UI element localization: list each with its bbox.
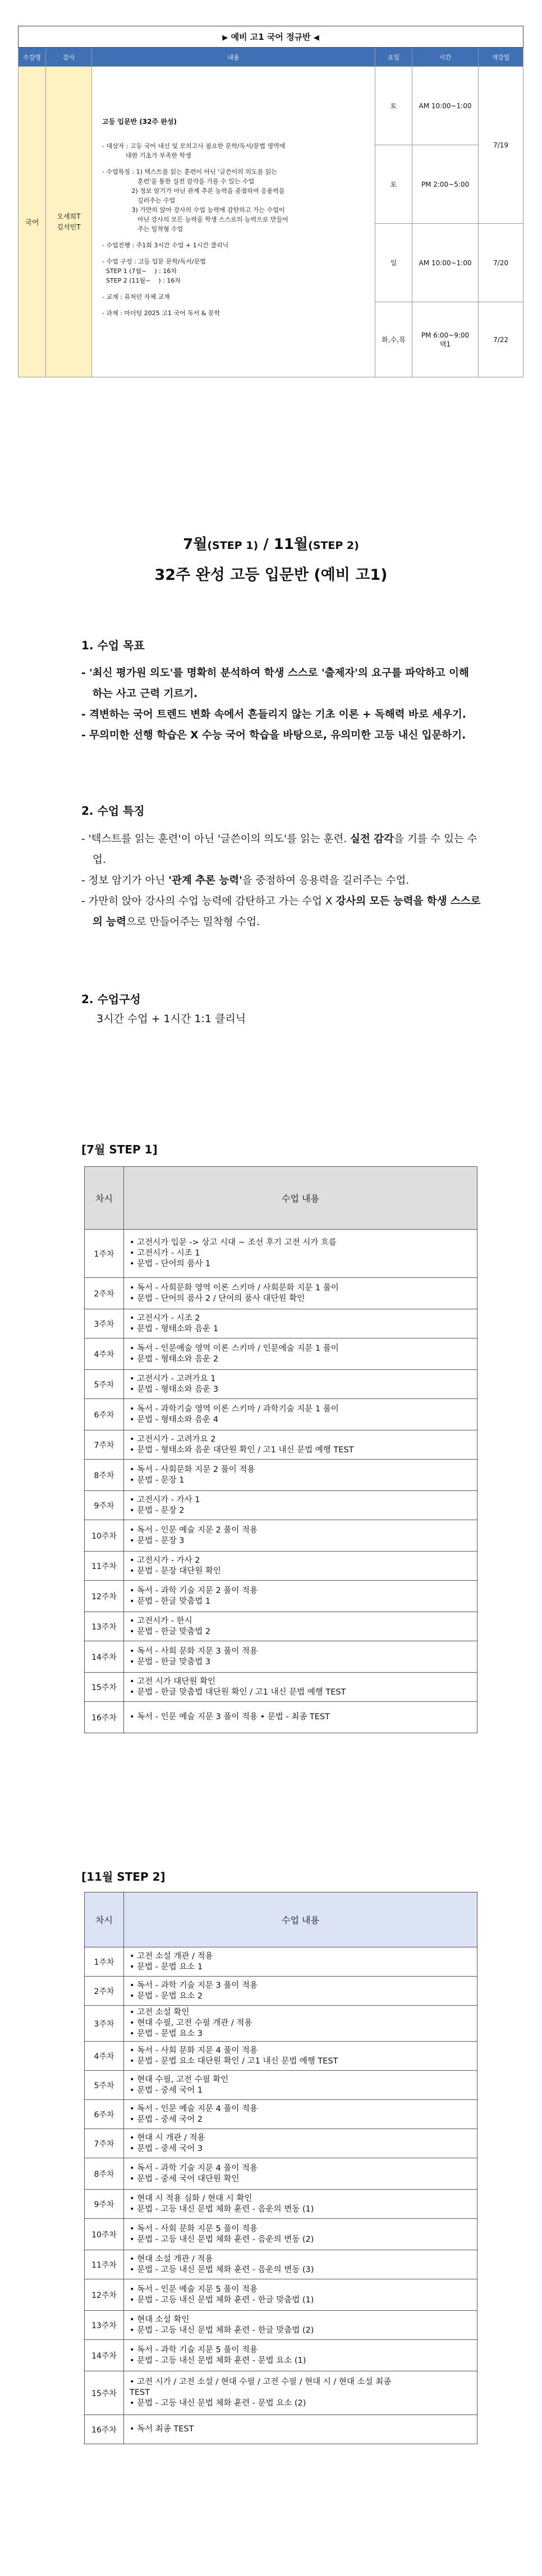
feature-emphasis: 실전 감각: [350, 833, 394, 845]
table-row: [85, 1370, 477, 1399]
session-content: [124, 1612, 477, 1641]
content-line: • 고전시가 - 고려가요 2: [130, 1434, 216, 1444]
session-number: 12주차: [85, 2279, 124, 2311]
feature-text: 을 기를 수 있는 수업.: [93, 833, 477, 866]
table-row: [85, 1491, 477, 1520]
session-number: 3주차: [85, 2006, 124, 2042]
session-content: [124, 2190, 477, 2219]
header-content: 내용: [92, 48, 375, 67]
feature-text: 으로 만들어주는 밀착형 수업.: [126, 916, 260, 928]
session-content: [124, 2371, 477, 2415]
banner-title: 예비 고1 국어 정규반: [231, 32, 311, 42]
table-row: [85, 2311, 477, 2340]
content-line: • 문법 - 중세 국어 3: [130, 2144, 203, 2153]
content-line: • 문법 - 문법 요소 대단원 확인 / 고1 내신 문법 예행 TEST: [130, 2056, 338, 2066]
table-row: [85, 1612, 477, 1641]
session-content: [124, 2158, 477, 2190]
teacher-name: 김석민T: [57, 223, 81, 231]
schedule-time: PM 6:00~9:00 택1: [412, 302, 479, 377]
content-line: • 독서 최종 TEST: [130, 2425, 194, 2434]
month-1: 7월: [183, 536, 208, 553]
content-line: • 독서 - 사회 문화 지문 5 풀이 적용: [130, 2224, 258, 2233]
table-row: [85, 2219, 477, 2250]
session-content: [124, 2279, 477, 2311]
schedule-time: AM 10:00~1:00: [412, 67, 479, 145]
step2-title: [11월 STEP 2]: [81, 1870, 166, 1883]
content-line: • 독서 - 사회문화 지문 2 풀이 적용: [130, 1465, 255, 1474]
schedule-day: 화,수,목: [375, 302, 412, 377]
table-row: [85, 1552, 477, 1581]
table-row: [85, 1520, 477, 1552]
content-line: • 문법 - 중세 국어 1: [130, 2085, 203, 2095]
content-line: • 독서 - 과학기술 영역 이론 스키마 / 과학기술 지문 1 풀이: [130, 1404, 339, 1414]
triangle-right-icon: ▶: [222, 34, 228, 42]
schedule-day: 토: [375, 67, 412, 145]
feature-text: 을 중점하여 응용력을 길러주는 수업.: [242, 875, 410, 887]
session-content: [124, 1278, 477, 1309]
step1-col-session: 차시: [85, 1167, 124, 1230]
table-row: [85, 1702, 477, 1733]
content-line: • 문법 - 문법 요소 2: [130, 1991, 203, 2001]
content-line: • 고전시가 - 가사 1: [130, 1495, 200, 1504]
session-number: 9주차: [85, 2190, 124, 2219]
session-number: 15주차: [85, 2371, 124, 2415]
session-content: [124, 2219, 477, 2250]
content-line: • 문법 - 한글 맞춤법 3: [130, 1657, 211, 1666]
content-line: • 독서 - 사회문화 영역 이론 스키마 / 사회문화 지문 1 풀이: [130, 1283, 339, 1292]
course-target: - 대상자 : 고등 국어 내신 및 모의고사 필요한 문학/독서/문법 영역에 대한 기초가 부족한 학생: [102, 142, 286, 159]
feature-emphasis: 강사의 모든 능력을 학생 스스로의 능력: [93, 895, 481, 928]
content-line: • 독서 - 사회 문화 지문 4 풀이 적용: [130, 2046, 258, 2055]
table-row: [85, 2371, 477, 2415]
step-2-label: (STEP 2): [308, 539, 359, 552]
header-time: 시간: [412, 48, 479, 67]
content-line: • 고전 소설 개관 / 적용: [130, 1951, 213, 1961]
content-line: • 현대 수필, 고전 수필 확인: [130, 2075, 229, 2084]
goal-item: - 격변하는 국어 트렌드 변화 속에서 흔들리지 않는 기초 이론 + 독해력 바로 세우기.: [81, 709, 466, 721]
table-row: [85, 2279, 477, 2311]
session-content: [124, 1430, 477, 1460]
content-line: • 문법 - 문장 2: [130, 1506, 185, 1515]
header-start-date: 개강일: [479, 48, 523, 67]
header-course: 수강명: [19, 48, 46, 67]
feature-text: - 가만히 앉아 강사의 수업 능력에 감탄하고 가는 수업 X: [81, 895, 336, 907]
session-content: [124, 1309, 477, 1338]
course-progress: - 수업진행 : 주1회 3시간 수업 + 1시간 클리닉: [102, 242, 229, 249]
features-heading: 2. 수업 특징: [81, 804, 145, 818]
goals-list: [81, 663, 474, 746]
session-number: 10주차: [85, 2219, 124, 2250]
step2-col-content: 수업 내용: [124, 1892, 477, 1947]
header-day: 요일: [375, 48, 412, 67]
content-line: • 현대 소설 개관 / 적용: [130, 2254, 213, 2264]
content-line: • 문법 - 단어의 품사 2 / 단어의 품사 대단원 확인: [130, 1294, 305, 1303]
table-row: [85, 2042, 477, 2071]
session-number: 13주차: [85, 2311, 124, 2340]
session-number: 13주차: [85, 1612, 124, 1641]
table-row: [85, 1399, 477, 1430]
table-row: [85, 2340, 477, 2371]
session-number: 1주차: [85, 1947, 124, 1977]
session-number: 4주차: [85, 1338, 124, 1370]
session-number: 7주차: [85, 1430, 124, 1460]
step1-col-content: 수업 내용: [124, 1167, 477, 1230]
composition-heading: 2. 수업구성: [81, 992, 141, 1006]
step1-title: [7월 STEP 1]: [81, 1143, 158, 1156]
content-line: • 고전 소설 확인: [130, 2008, 190, 2017]
teacher-name: 오세희T: [57, 212, 81, 220]
schedule-table: [18, 26, 523, 377]
session-number: 2주차: [85, 1977, 124, 2006]
content-line: • 문법 - 형태소와 음운 대단원 확인 / 고1 내신 문법 예행 TEST: [130, 1445, 354, 1455]
start-date: 7/20: [479, 224, 523, 302]
session-content: [124, 2129, 477, 2158]
table-row: [85, 1309, 477, 1338]
content-line: • 문법 - 문장 대단원 확인: [130, 1566, 221, 1576]
table-row: [85, 1641, 477, 1673]
course-description: [92, 67, 375, 377]
schedule-day: 일: [375, 224, 412, 302]
session-number: 14주차: [85, 2340, 124, 2371]
content-line: • 문법 - 한글 맞춤법 대단원 확인 / 고1 내신 문법 예행 TEST: [130, 1687, 346, 1697]
session-number: 12주차: [85, 1581, 124, 1612]
session-number: 8주차: [85, 1460, 124, 1491]
table-row: [85, 1278, 477, 1309]
table-row: [85, 1460, 477, 1491]
course-subject: 국어: [19, 67, 46, 377]
banner-row: [19, 26, 523, 48]
course-homework: - 과제 : 마더텅 2025 고1 국어 독서 & 문학: [102, 310, 221, 317]
goals-heading: 1. 수업 목표: [81, 639, 145, 652]
content-line: • 고전시가 - 시조 1: [130, 1249, 200, 1258]
session-content: [124, 1552, 477, 1581]
content-line: • 문법 - 형태소와 음운 4: [130, 1415, 219, 1424]
session-content: [124, 2311, 477, 2340]
session-content: [124, 1520, 477, 1552]
table-row: [85, 1338, 477, 1370]
start-date: 7/22: [479, 302, 523, 377]
course-title: 고등 입문반 (32주 완성): [102, 118, 177, 126]
table-row: [85, 2190, 477, 2219]
goal-item: - '최신 평가원 의도'를 명확히 분석하여 학생 스스로 '출제자'의 요구를 파악하고 이해하는 사고 근력 기르기.: [81, 667, 469, 700]
session-content: [124, 1702, 477, 1733]
session-number: 7주차: [85, 2129, 124, 2158]
content-line: • 독서 - 과학 기술 지문 4 풀이 적용: [130, 2163, 258, 2173]
table-row: [85, 2129, 477, 2158]
content-line: • 문법 - 중세 국어 대단원 확인: [130, 2174, 240, 2183]
content-line: • 문법 - 문장 3: [130, 1536, 185, 1545]
content-line: • 독서 - 인문 예술 지문 5 풀이 적용: [130, 2284, 258, 2294]
content-line: • 문법 - 고등 내신 문법 체화 훈련 - 음운의 변동 (2): [130, 2235, 314, 2244]
session-number: 3주차: [85, 1309, 124, 1338]
feature-emphasis: '관계 추론 능력': [168, 875, 242, 887]
session-content: [124, 2071, 477, 2100]
table-row: [85, 1947, 477, 1977]
session-content: [124, 1977, 477, 2006]
session-number: 8주차: [85, 2158, 124, 2190]
content-line: • 문법 - 단어의 품사 1: [130, 1259, 211, 1268]
schedule-time: PM 2:00~5:00: [412, 145, 479, 224]
content-line: • 문법 - 형태소와 음운 2: [130, 1354, 219, 1364]
session-number: 10주차: [85, 1520, 124, 1552]
content-line: • 고전시가 - 고려가요 1: [130, 1374, 216, 1383]
content-line: • 문법 - 고등 내신 문법 체화 훈련 - 음운의 변동 (1): [130, 2204, 314, 2214]
triangle-left-icon: ◀: [313, 34, 319, 42]
session-content: [124, 1399, 477, 1430]
content-line: • 문법 - 중세 국어 2: [130, 2115, 203, 2124]
heading-separator: /: [258, 536, 274, 553]
table-row: [85, 1581, 477, 1612]
course-features: - 수업특징 : 1) 텍스트를 읽는 훈련이 아닌 '글쓴이의 의도를 읽는 훈련'을 통한 실전 감각을 기를 수 있는 수업 2) 정보 암기가 아닌 관계 추론 능력을 중점하여 응용력을 길러주는 수업 3) 가만히 앉아 강사의 수업 능력에 감탄하고 가는 수업이 아닌 강사의 모든 능력을 학생 스스로의 능력으로 만들어 주는 밀착형 수업: [102, 168, 288, 233]
table-row: [85, 2250, 477, 2279]
content-line: • 독서 - 과학 기술 지문 5 풀이 적용: [130, 2345, 258, 2355]
content-line: • 문법 - 고등 내신 문법 체화 훈련 - 문법 요소 (1): [130, 2356, 306, 2365]
content-line: • 문법 - 고등 내신 문법 체화 훈련 - 한글 맞춤법 (2): [130, 2325, 314, 2335]
session-content: [124, 2042, 477, 2071]
session-number: 16주차: [85, 1702, 124, 1733]
content-line: • 독서 - 사회 문화 지문 3 풀이 적용: [130, 1646, 258, 1656]
session-content: [124, 2006, 477, 2042]
banner: [19, 26, 523, 48]
session-content: [124, 1460, 477, 1491]
features-list: [81, 829, 485, 932]
content-line: • 독서 - 인문 예술 지문 4 풀이 적용: [130, 2104, 258, 2113]
session-number: 4주차: [85, 2042, 124, 2071]
content-line: • 독서 - 인문 예술 지문 3 풀이 적용 • 문법 - 최종 TEST: [130, 1712, 330, 1721]
session-content: [124, 1370, 477, 1399]
table-row: [85, 2158, 477, 2190]
table-row: [85, 1230, 477, 1278]
page-subtitle: [0, 533, 542, 553]
page-title: 32주 완성 고등 입문반 (예비 고1): [154, 566, 388, 584]
session-number: 2주차: [85, 1278, 124, 1309]
goal-item: - 무의미한 선행 학습은 X 수능 국어 학습을 바탕으로, 유의미한 고등 내신 입문하기.: [81, 730, 466, 741]
content-line: • 고전시가 - 가사 2: [130, 1555, 200, 1565]
content-line: • 독서 - 인문예술 영역 이론 스키마 / 인문예술 지문 1 풀이: [130, 1344, 339, 1353]
step2-col-session: 차시: [85, 1892, 124, 1947]
content-line: • 현대 수필, 고전 수필 개관 / 적용: [130, 2019, 252, 2028]
content-line: • 현대 소설 확인: [130, 2315, 190, 2324]
feature-item: [81, 870, 485, 891]
content-line: • 고전시가 - 시조 2: [130, 1313, 200, 1323]
course-structure: - 수업 구성 : 고등 입문 문학/독서/문법 STEP 1 (7월~ ) : 16차 STEP 2 (11월~ ) : 16차: [102, 258, 206, 284]
session-number: 6주차: [85, 2100, 124, 2129]
content-line: • 문법 - 형태소와 음운 3: [130, 1384, 219, 1394]
session-content: [124, 1641, 477, 1673]
table-row: [85, 2071, 477, 2100]
session-content: [124, 1947, 477, 1977]
table-row: [85, 2006, 477, 2042]
month-2: 11월: [273, 536, 309, 553]
session-content: [124, 2250, 477, 2279]
session-number: 11주차: [85, 1552, 124, 1581]
content-line: • 문법 - 한글 맞춤법 1: [130, 1596, 211, 1606]
feature-item: [81, 829, 485, 870]
content-line: • 독서 - 과학 기술 지문 3 풀이 적용: [130, 1981, 258, 1990]
session-number: 16주차: [85, 2415, 124, 2444]
session-content: [124, 1338, 477, 1370]
table-row: [85, 1673, 477, 1702]
step2-table: [84, 1892, 477, 2444]
session-content: [124, 2340, 477, 2371]
table-row: [85, 2415, 477, 2444]
session-number: 5주차: [85, 1370, 124, 1399]
session-content: [124, 1491, 477, 1520]
course-textbook: - 교재 : 퓨처던 자체 교재: [102, 293, 170, 301]
session-number: 14주차: [85, 1641, 124, 1673]
session-content: [124, 2415, 477, 2444]
content-line: • 문법 - 고등 내신 문법 체화 훈련 - 한글 맞춤법 (1): [130, 2295, 314, 2305]
session-number: 9주차: [85, 1491, 124, 1520]
schedule-time: AM 10:00~1:00: [412, 224, 479, 302]
start-date: 7/19: [479, 67, 523, 224]
session-number: 1주차: [85, 1230, 124, 1278]
content-line: • 고전 시가 대단원 확인: [130, 1677, 216, 1686]
composition-text: 3시간 수업 + 1시간 1:1 클리닉: [97, 1013, 246, 1025]
schedule-day: 토: [375, 145, 412, 224]
content-line: • 독서 - 인문 예술 지문 2 풀이 적용: [130, 1525, 258, 1535]
header-teacher: 강사: [46, 48, 92, 67]
table-row: [85, 1977, 477, 2006]
content-line: • 문법 - 고등 내신 문법 체화 훈련 - 음운의 변동 (3): [130, 2265, 314, 2274]
content-line: • 현대 시 적용 심화 / 현대 시 확인: [130, 2194, 252, 2203]
table-row: [85, 1430, 477, 1460]
content-line: • 문법 - 형태소와 음운 1: [130, 1324, 219, 1333]
session-number: 6주차: [85, 1399, 124, 1430]
step1-table: [84, 1166, 477, 1733]
session-content: [124, 1581, 477, 1612]
content-line: • 문법 - 문장 1: [130, 1475, 185, 1485]
feature-item: [81, 891, 485, 932]
session-content: [124, 1673, 477, 1702]
session-number: 11주차: [85, 2250, 124, 2279]
teacher-names: [46, 67, 92, 377]
content-line: • 문법 - 문법 요소 1: [130, 1962, 203, 1972]
content-line: • 문법 - 한글 맞춤법 2: [130, 1627, 211, 1636]
table-row: [85, 2100, 477, 2129]
content-line: • 고전 시가 / 고전 소설 / 현대 수필 / 고전 수필 / 현대 시 / 현대 소설 최종: [130, 2378, 392, 2386]
session-number: 5주차: [85, 2071, 124, 2100]
session-content: [124, 1230, 477, 1278]
content-line: • 현대 시 개관 / 적용: [130, 2133, 205, 2143]
feature-text: - 정보 암기가 아닌: [81, 875, 169, 887]
content-line: • 문법 - 문법 요소 3: [130, 2029, 203, 2038]
header-row: [19, 48, 523, 67]
session-content: [124, 2100, 477, 2129]
session-number: 15주차: [85, 1673, 124, 1702]
feature-text: - '텍스트를 읽는 훈련'이 아닌 '글쓴이의 의도'를 읽는 훈련.: [81, 833, 350, 845]
content-line: • 문법 - 고등 내신 문법 체화 훈련 - 문법 요소 (2): [130, 2399, 306, 2408]
content-line: TEST: [130, 2388, 150, 2397]
content-line: • 독서 - 과학 기술 지문 2 풀이 적용: [130, 1586, 258, 1595]
step-1-label: (STEP 1): [207, 539, 259, 552]
content-line: • 고전시가 - 한시: [130, 1616, 192, 1626]
content-line: • 고전시가 입문 -> 상고 시대 ~ 조선 후기 고전 시가 흐름: [130, 1238, 337, 1247]
